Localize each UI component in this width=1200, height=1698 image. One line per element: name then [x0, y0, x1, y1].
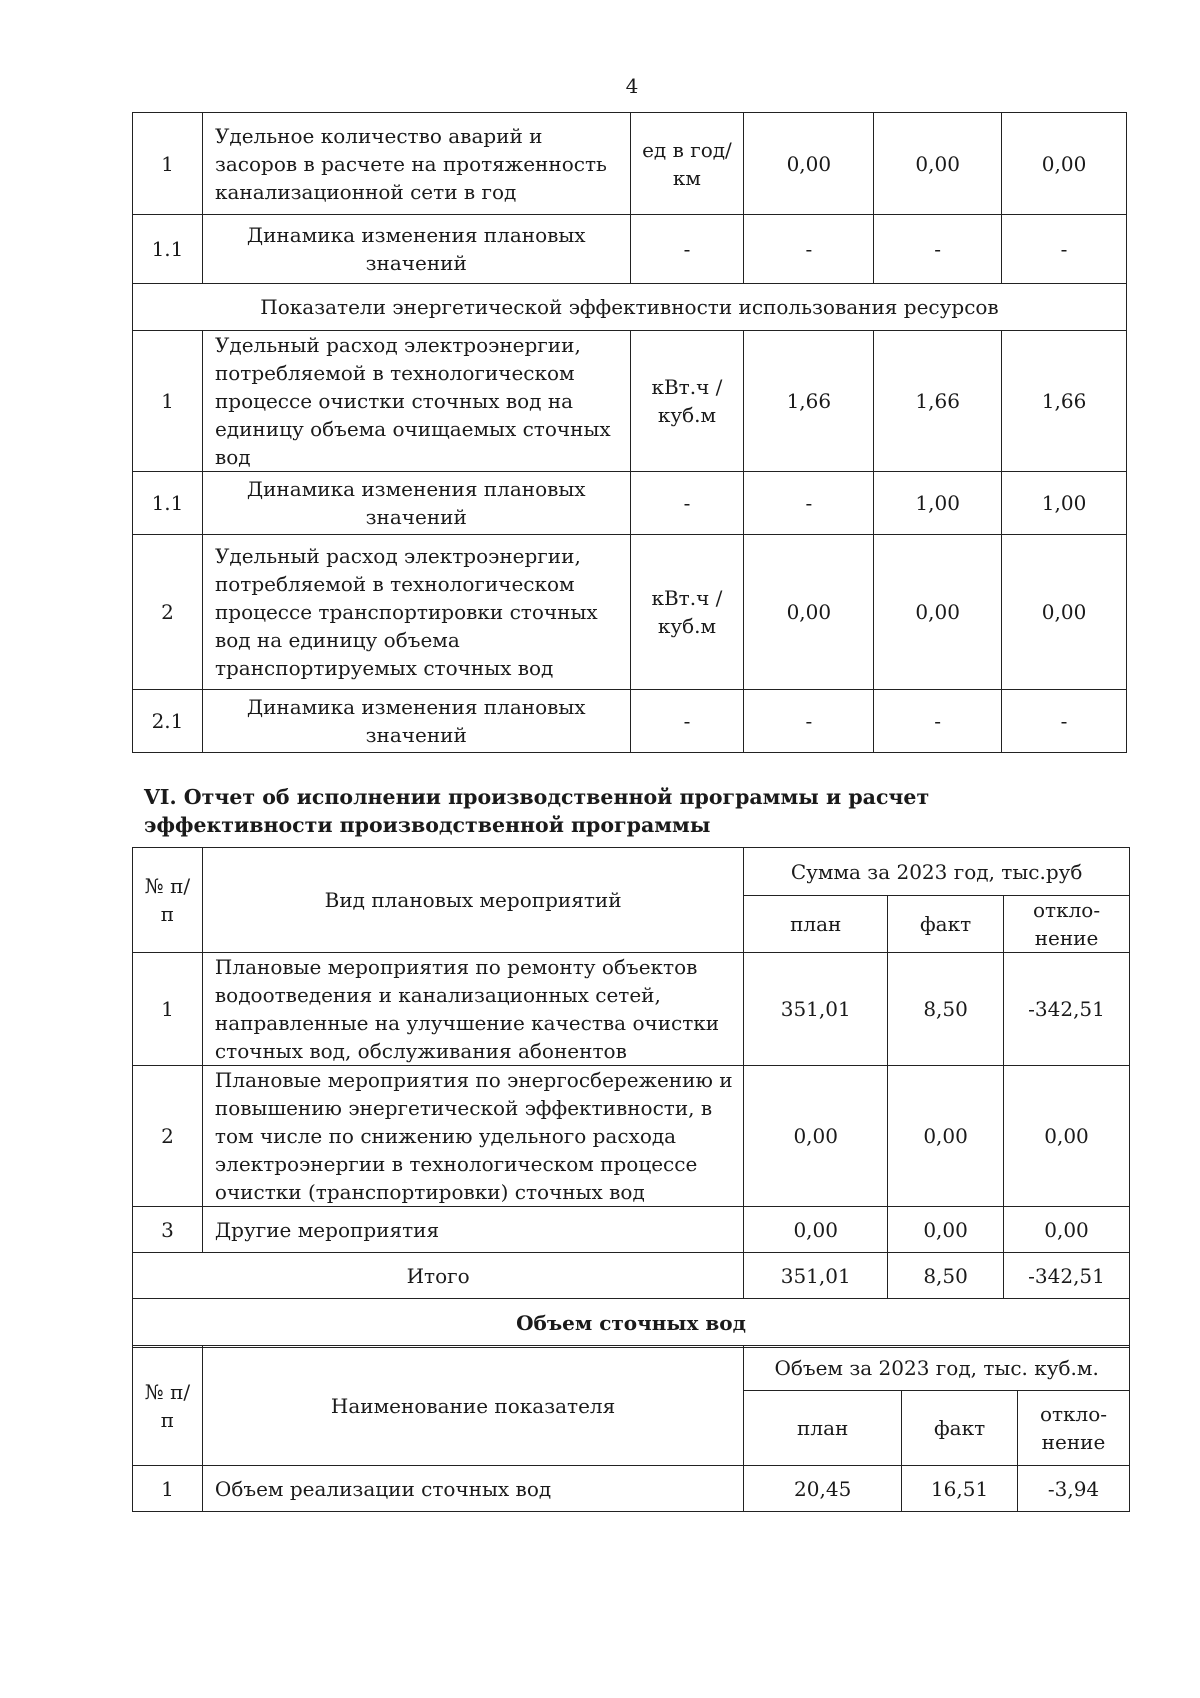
- value-cell: 0,00: [1002, 535, 1127, 690]
- total-deviation: -342,51: [1004, 1253, 1130, 1299]
- program-report-table: [132, 847, 1130, 1348]
- unit: кВт.ч / куб.м: [630, 331, 744, 472]
- row-number: 2: [133, 535, 203, 690]
- value-cell: 0,00: [1002, 113, 1127, 215]
- page-number: 4: [625, 74, 639, 98]
- section-header-row: [133, 284, 1127, 331]
- header-name: Вид плановых мероприятий: [202, 848, 743, 953]
- indicators-table: [132, 112, 1127, 753]
- table-row: [133, 331, 1127, 472]
- row-number: 1.1: [133, 472, 203, 535]
- row-number: 3: [133, 1207, 203, 1253]
- deviation-value: -3,94: [1018, 1466, 1130, 1512]
- fact-value: 8,50: [888, 953, 1004, 1066]
- header-plan: план: [744, 1391, 902, 1466]
- wastewater-volume-table: [132, 1345, 1130, 1512]
- deviation-value: 0,00: [1004, 1066, 1130, 1207]
- value-cell: -: [744, 472, 874, 535]
- plan-value: 20,45: [744, 1466, 902, 1512]
- table-row: [133, 535, 1127, 690]
- header-fact: факт: [902, 1391, 1018, 1466]
- row-number: 2.1: [133, 690, 203, 753]
- value-cell: 1,66: [1002, 331, 1127, 472]
- table-row: [133, 215, 1127, 284]
- plan-value: 0,00: [744, 1066, 888, 1207]
- table-row: [133, 953, 1130, 1066]
- header-num: № п/п: [133, 848, 203, 953]
- section-title: VI. Отчет об исполнении производственной программы и расчет эффективности производственной программы: [144, 785, 930, 837]
- value-cell: -: [744, 690, 874, 753]
- value-cell: 0,00: [744, 535, 874, 690]
- row-number: 1: [133, 331, 203, 472]
- value-cell: -: [1002, 690, 1127, 753]
- header-volume: Объем за 2023 год, тыс. куб.м.: [744, 1346, 1130, 1391]
- row-number: 1: [133, 953, 203, 1066]
- table-row: [133, 472, 1127, 535]
- total-label: Итого: [133, 1253, 744, 1299]
- value-cell: 0,00: [744, 113, 874, 215]
- table-header-row: [133, 1346, 1130, 1391]
- plan-value: 351,01: [744, 953, 888, 1066]
- value-cell: 1,66: [874, 331, 1002, 472]
- value-cell: -: [874, 215, 1002, 284]
- indicator-name: Динамика изменения плановых значений: [202, 690, 630, 753]
- total-plan: 351,01: [744, 1253, 888, 1299]
- unit: кВт.ч / куб.м: [630, 535, 744, 690]
- header-name: Наименование показателя: [202, 1346, 743, 1466]
- volume-title: Объем сточных вод: [133, 1299, 1130, 1348]
- value-cell: -: [1002, 215, 1127, 284]
- header-plan: план: [744, 896, 888, 953]
- value-cell: 1,00: [1002, 472, 1127, 535]
- indicator-name: Динамика изменения плановых значений: [202, 215, 630, 284]
- total-fact: 8,50: [888, 1253, 1004, 1299]
- activity-name: Плановые мероприятия по ремонту объектов водоотведения и канализационных сетей, направленные на улучшение качества очистки сточных вод, обслуживания абонентов: [202, 953, 743, 1066]
- row-number: 1: [133, 113, 203, 215]
- activity-name: Плановые мероприятия по энергосбережению и повышению энергетической эффективности, в том числе по снижению удельного расхода электроэнергии в технологическом процессе очистки (транспортировки) сточных вод: [202, 1066, 743, 1207]
- table-row: [133, 113, 1127, 215]
- fact-value: 0,00: [888, 1066, 1004, 1207]
- header-sum: Сумма за 2023 год, тыс.руб: [744, 848, 1130, 896]
- activity-name: Другие мероприятия: [202, 1207, 743, 1253]
- indicator-name: Удельный расход электроэнергии, потребляемой в технологическом процессе очистки сточных вод на единицу объема очищаемых сточных вод: [202, 331, 630, 472]
- row-number: 1.1: [133, 215, 203, 284]
- fact-value: 16,51: [902, 1466, 1018, 1512]
- header-num: № п/п: [133, 1346, 203, 1466]
- unit: -: [630, 215, 744, 284]
- header-deviation: откло-нение: [1018, 1391, 1130, 1466]
- table-row: [133, 1066, 1130, 1207]
- row-number: 2: [133, 1066, 203, 1207]
- deviation-value: 0,00: [1004, 1207, 1130, 1253]
- header-fact: факт: [888, 896, 1004, 953]
- volume-title-row: [133, 1299, 1130, 1348]
- table-header-row: [133, 848, 1130, 896]
- value-cell: 1,66: [744, 331, 874, 472]
- fact-value: 0,00: [888, 1207, 1004, 1253]
- row-number: 1: [133, 1466, 203, 1512]
- value-cell: 0,00: [874, 113, 1002, 215]
- deviation-value: -342,51: [1004, 953, 1130, 1066]
- table-row: [133, 1466, 1130, 1512]
- unit: ед в год/ км: [630, 113, 744, 215]
- indicator-name: Объем реализации сточных вод: [202, 1466, 743, 1512]
- table-row: [133, 690, 1127, 753]
- unit: -: [630, 690, 744, 753]
- value-cell: 1,00: [874, 472, 1002, 535]
- value-cell: -: [874, 690, 1002, 753]
- indicator-name: Удельный расход электроэнергии, потребляемой в технологическом процессе транспортировки сточных вод на единицу объема транспортируемых сточных вод: [202, 535, 630, 690]
- header-deviation: откло-нение: [1004, 896, 1130, 953]
- table-row: [133, 1207, 1130, 1253]
- total-row: [133, 1253, 1130, 1299]
- indicator-name: Удельное количество аварий и засоров в расчете на протяженность канализационной сети в год: [202, 113, 630, 215]
- indicator-name: Динамика изменения плановых значений: [202, 472, 630, 535]
- value-cell: -: [744, 215, 874, 284]
- value-cell: 0,00: [874, 535, 1002, 690]
- unit: -: [630, 472, 744, 535]
- section-header: Показатели энергетической эффективности использования ресурсов: [133, 284, 1127, 331]
- plan-value: 0,00: [744, 1207, 888, 1253]
